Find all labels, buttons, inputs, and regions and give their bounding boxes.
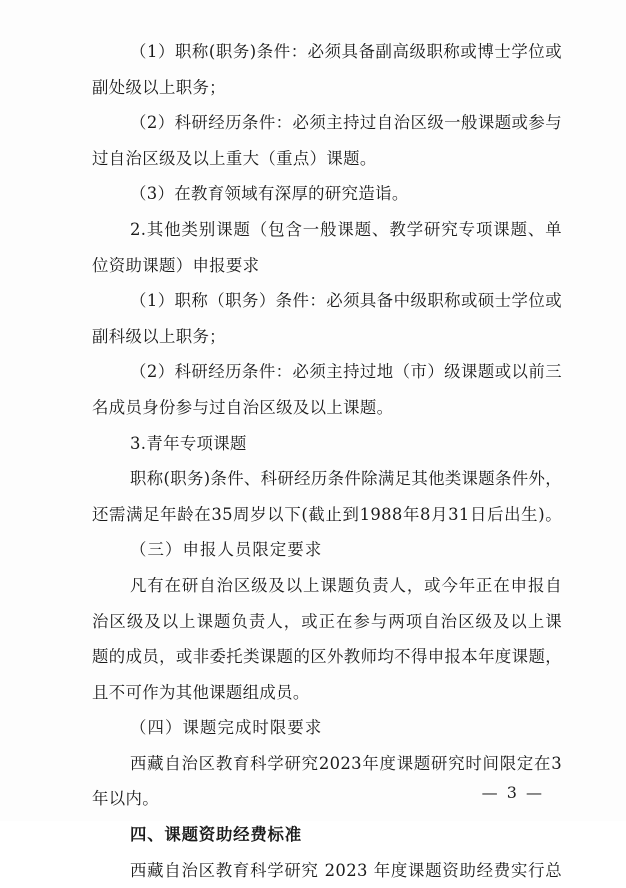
text-line: 还需满足年龄在35周岁以下(截止到1988年8月31日后出生)。 xyxy=(92,504,562,524)
text-line: 过自治区级及以上重大（重点）课题。 xyxy=(92,148,377,168)
text-line: 位资助课题）申报要求 xyxy=(92,255,260,275)
text-line: 治区级及以上课题负责人，或正在参与两项自治区级及以上课 xyxy=(92,611,562,631)
text-line: （1）职称（职务）条件：必须具备中级职称或硕士学位或 xyxy=(130,291,562,311)
text-line: （2）科研经历条件：必须主持过自治区级一般课题或参与 xyxy=(130,113,562,133)
page-number: — 3 — xyxy=(481,783,544,802)
text-line: 职称(职务)条件、科研经历条件除满足其他类课题条件外， xyxy=(130,469,563,489)
text-line: 副处级以上职务； xyxy=(92,77,226,97)
text-line: （1）职称(职务)条件：必须具备副高级职称或博士学位或 xyxy=(130,42,562,61)
text-line: 副科级以上职务； xyxy=(92,326,226,346)
document-body xyxy=(92,34,562,888)
text-line: （2）科研经历条件：必须主持过地（市）级课题或以前三 xyxy=(130,362,562,382)
text-line: 且不可作为其他课题组成员。 xyxy=(92,682,310,702)
section-heading: 四、课题资助经费标准 xyxy=(130,825,302,845)
text-line: 西藏自治区教育科学研究 2023 年度课题资助经费实行总 xyxy=(130,860,562,880)
text-line: 3.青年专项课题 xyxy=(130,433,247,453)
subsection-heading: （四）课题完成时限要求 xyxy=(130,718,323,738)
text-line: 2.其他类别课题（包含一般课题、教学研究专项课题、单 xyxy=(130,219,562,239)
text-line: （3）在教育领域有深厚的研究造诣。 xyxy=(130,184,409,204)
text-line: 西藏自治区教育科学研究2023年度课题研究时间限定在3 xyxy=(130,753,562,773)
text-line: 名成员身份参与过自治区级及以上课题。 xyxy=(92,397,394,417)
text-line: 题的成员，或非委托类课题的区外教师均不得申报本年度课题， xyxy=(92,647,562,667)
text-line: 凡有在研自治区级及以上课题负责人，或今年正在申报自 xyxy=(130,575,562,595)
subsection-heading: （三）申报人员限定要求 xyxy=(130,540,323,560)
text-line: 年以内。 xyxy=(92,789,159,809)
